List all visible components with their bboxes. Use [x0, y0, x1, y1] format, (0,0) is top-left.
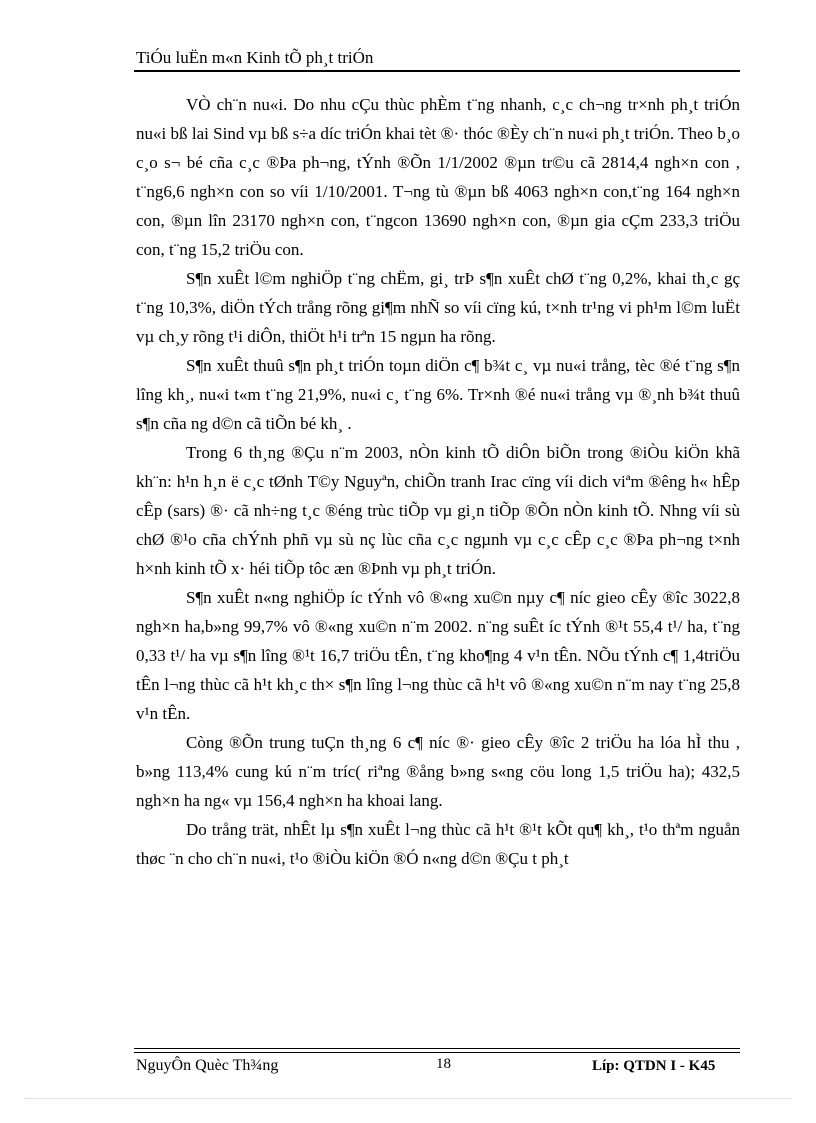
paragraph-agriculture: S¶n xuÊt n«ng nghiÖp íc tÝnh vô ®«ng xu©n nµy c¶ níc gieo cÊy ®îc 3022,8 ngh×n ha,b»ng 99,7% vô ®«ng xu©n n¨m 2002. n¨ng suÊt íc tÝnh ®¹t 55,4 t¹/ ha, t¨ng 0,33 t¹/ ha vµ s¶n lîng ®¹t 16,7 triÖu tÊn, t¨ng kho¶ng 4 v¹n tÊn. NÕu tÝnh c¶ 1,4triÖu tÊn l¬ng thùc cã h¹t kh¸c th× s¶n lîng l¬ng thùc cã h¹t vô ®«ng xu©n n¨m nay t¨ng 25,8 v¹n tÊn. [136, 588, 740, 723]
paragraph-fishery: S¶n xuÊt thuû s¶n ph¸t triÓn toµn diÖn c¶ b¾t c¸ vµ nu«i trång, tèc ®é t¨ng s¶n lîng kh¸, nu«i t«m t¨ng 21,9%, nu«i c¸ t¨ng 6%. Tr×nh ®é nu«i trång vµ ®¸nh b¾t thuû s¶n cña ng d©n cã tiÕn bé kh¸ . [136, 356, 740, 433]
page-number: 18 [436, 1056, 451, 1072]
footer-author: NguyÔn Quèc Th¾ng [136, 1057, 279, 1074]
body-text [136, 90, 740, 873]
paragraph-livestock: VÒ ch¨n nu«i. Do nhu cÇu thùc phÈm t¨ng nhanh, c¸c ch¬ng tr×nh ph¸t triÓn nu«i bß lai Sind vµ bß s÷a díc triÓn khai tèt ®· thóc ®Èy ch¨n nu«i ph¸t triÓn. Theo b¸o c¸o s¬ bé cña c¸c ®Þa ph¬ng, tÝnh ®Õn 1/1/2002 ®µn tr©u cã 2814,4 ngh×n con , t¨ng6,6 ngh×n con so víi 1/10/2001. T¬ng tù ®µn bß 4063 ngh×n con,t¨ng 164 ngh×n con, ®µn lîn 23170 ngh×n con, t¨ngcon 13690 ngh×n con, ®µn gia cÇm 233,3 triÖu con, t¨ng 15,2 triÖu con. [136, 95, 740, 259]
paragraph-cultivation: Do trång trät, nhÊt lµ s¶n xuÊt l¬ng thùc cã h¹t ®¹t kÕt qu¶ kh¸, t¹o thªm nguån thøc ¨n cho ch¨n nu«i, t¹o ®iÒu kiÖn ®Ó n«ng d©n ®Çu t ph¸t [136, 820, 740, 868]
footer-class: Líp: QTDN I - K45 [592, 1058, 716, 1074]
header-title: TiÓu luËn m«n Kinh tÕ ph¸t triÓn [136, 48, 374, 67]
paragraph-forestry: S¶n xuÊt l©m nghiÖp t¨ng chËm, gi¸ trÞ s¶n xuÊt chØ t¨ng 0,2%, khai th¸c gç t¨ng 10,3%, diÖn tÝch trång rõng gi¶m nhÑ so víi cïng kú, t×nh tr¹ng vi ph¹m l©m luËt vµ ch¸y rõng t¹i diÔn, thiÖt h¹i trªn 15 ngµn ha rõng. [136, 269, 740, 346]
footer-rule [134, 1048, 740, 1049]
paragraph-summer-rice: Còng ®Õn trung tuÇn th¸ng 6 c¶ níc ®· gieo cÊy ®îc 2 triÖu ha lóa hÌ thu , b»ng 113,4% cung kú n¨m tríc( riªng ®ång b»ng s«ng cöu long 1,5 triÖu ha); 432,5 ngh×n ha ng« vµ 156,4 ngh×n ha khoai lang. [136, 733, 740, 810]
page-bottom-edge [24, 1098, 792, 1099]
paragraph-economy-2003: Trong 6 th¸ng ®Çu n¨m 2003, nÒn kinh tÕ diÔn biÕn trong ®iÒu kiÖn khã kh¨n: h¹n h¸n ë c¸c tØnh T©y Nguyªn, chiÕn tranh Irac cïng víi dich viªm ®êng h« hÊp cÊp (sars) ®· cã nh÷ng t¸c ®éng trùc tiÕp vµ gi¸n tiÕp ®Õn nÒn kinh tÕ. Nhng víi sù chØ ®¹o cña chÝnh phñ vµ sù nç lùc cña c¸c ngµnh vµ c¸c cÊp c¸c ®Þa ph¬ng t×nh h×nh kinh tÕ x· héi tiÕp tôc æn ®Þnh vµ ph¸t triÓn. [136, 443, 740, 578]
header-rule [134, 70, 740, 72]
footer-rule-double [134, 1052, 740, 1053]
